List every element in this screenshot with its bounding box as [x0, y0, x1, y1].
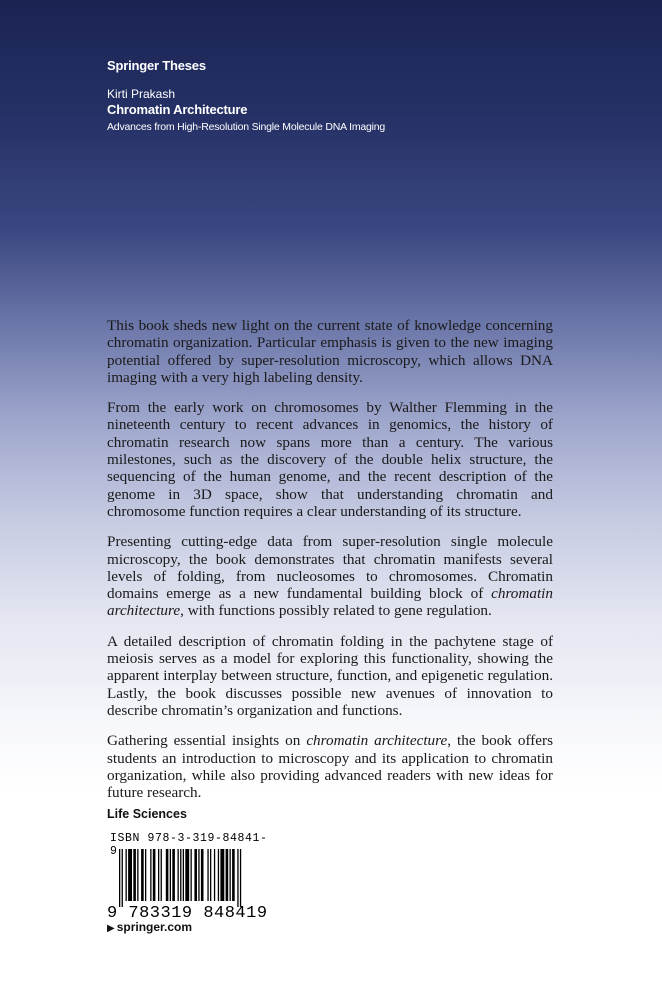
description-paragraph-4: A detailed description of chromatin folding in the pachytene stage of meiosis serves as a model for exploring this functionality, showing the apparent interplay between structure, function, and epigenetic regulation. Lastly, the book discusses possible new avenues of innovation to describe chromatin’s organization and functions. — [107, 632, 553, 719]
barcode-bar — [161, 849, 162, 901]
website-text: springer.com — [116, 920, 193, 934]
barcode-bar — [240, 849, 241, 907]
barcode-bar — [153, 849, 156, 901]
description-paragraph-3 — [107, 533, 553, 619]
barcode-bar — [122, 849, 123, 907]
barcode-bar — [126, 849, 127, 901]
barcode-bar — [230, 849, 231, 901]
author-name: Kirti Prakash — [107, 87, 176, 101]
barcode-bar — [218, 849, 219, 901]
barcode-bar — [201, 849, 204, 901]
barcode-bar — [210, 849, 211, 901]
barcode-bar — [133, 849, 136, 901]
barcode-bar — [170, 849, 171, 901]
paragraph-3-emphasis: chromatin architecture — [107, 585, 553, 620]
paragraph-3-text-a: Presenting cutting-edge data from super-resolution single molecule microscopy, the book demonstrates that chromatin manifests several levels of folding, from nucleosomes to chromosomes. Chromatin domains emerge as a new fundamental building block of — [107, 533, 553, 603]
paragraph-3-text-b: , with functions possibly related to gene regulation. — [180, 602, 492, 620]
barcode-bar — [198, 849, 199, 901]
isbn-label: ISBN 978-3-319-84841-9 — [110, 832, 268, 858]
barcode-bar — [141, 849, 144, 901]
barcode-bar — [220, 849, 224, 901]
paragraph-5-text-b: , the book offers students an introduction to microscopy and its application to chromatin organization, while also providing advanced readers with new ideas for future research. — [107, 732, 553, 802]
barcode-bar — [178, 849, 179, 901]
barcode-bar — [128, 849, 132, 901]
barcode-bar — [183, 849, 184, 901]
description-paragraph-5 — [107, 732, 553, 801]
barcode-bars — [107, 849, 273, 907]
barcode-bar — [145, 849, 146, 901]
back-cover-header — [107, 58, 385, 133]
barcode-bar — [150, 849, 151, 901]
book-description — [107, 317, 553, 814]
series-name: Springer Theses — [107, 58, 206, 73]
arrow-icon: ▶ — [107, 923, 115, 934]
barcode-digits: 9 783319 848419 — [107, 904, 268, 923]
barcode-bar — [207, 849, 208, 901]
barcode-bar — [232, 849, 235, 901]
publisher-website[interactable] — [107, 920, 192, 934]
description-paragraph-2: From the early work on chromosomes by Walther Flemming in the nineteenth century to recent advances in genomics, the history of chromatin research now spans more than a century. The various milestones, such as the discovery of the double helix structure, the sequencing of the human genome, and the recent description of the genome in 3D space, show that understanding chromatin and chromosome function requires a clear understanding of its structure. — [107, 399, 553, 520]
barcode-bar — [172, 849, 175, 901]
barcode-bar — [137, 849, 138, 901]
description-paragraph-1: This book sheds new light on the current state of knowledge concerning chromatin organization. Particular emphasis is given to the new imaging potential offered by super-resolution microscopy, which allows DNA imaging with a very high labeling density. — [107, 317, 553, 386]
paragraph-5-emphasis: chromatin architecture — [306, 732, 448, 750]
barcode-bar — [180, 849, 181, 901]
paragraph-5-text-a: Gathering essential insights on — [107, 732, 307, 750]
barcode-bar — [194, 849, 197, 901]
barcode-bar — [166, 849, 169, 901]
subject-category: Life Sciences — [107, 807, 187, 821]
barcode-bar — [226, 849, 229, 901]
barcode-bar — [119, 849, 120, 907]
barcode-bar — [158, 849, 159, 901]
barcode-bar — [185, 849, 189, 901]
book-title: Chromatin Architecture — [107, 102, 248, 117]
barcode-bar — [237, 849, 238, 907]
barcode-bar — [191, 849, 192, 901]
barcode-bar — [214, 849, 215, 901]
book-subtitle: Advances from High-Resolution Single Molecule DNA Imaging — [107, 121, 386, 133]
isbn-barcode — [107, 832, 273, 922]
